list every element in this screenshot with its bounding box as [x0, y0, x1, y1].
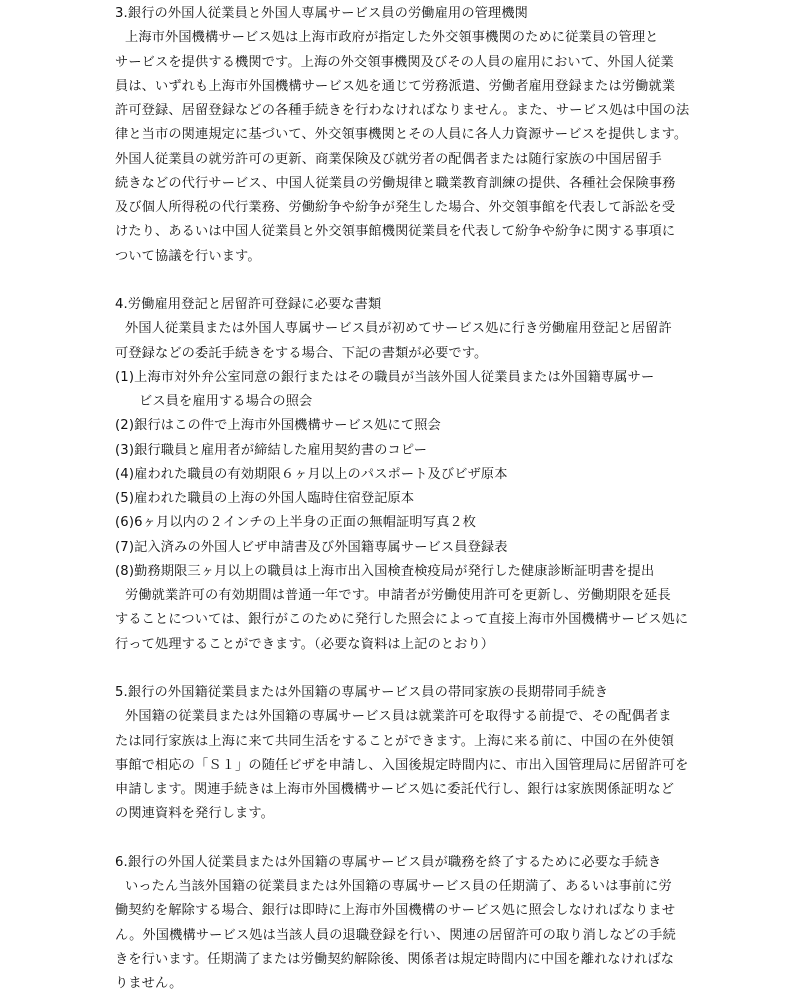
document-body [115, 2, 691, 996]
paragraph-line: ついて協議を行います。 [115, 248, 261, 264]
paragraph-line: 外国籍の従業員または外国籍の専属サービス員は就業許可を取得する前提で、その配偶者ま [125, 709, 672, 725]
paragraph-line: きを行います。任期満了または労働契約解除後、関係者は規定時間内に中国を離れなければな [115, 951, 675, 967]
spacer [115, 657, 691, 681]
list-item: (3)銀行職員と雇用者が締結した雇用契約書のコピー [115, 442, 428, 458]
paragraph-line: ん。外国機構サービス処は当該人員の退職登録を行い、関連の居留許可の取り消しなどの手続 [115, 927, 676, 943]
paragraph-line: 申請します。関連手続きは上海市外国機構サービス処に委託代行し、銀行は家族関係証明など [115, 782, 675, 797]
list-item: (5)雇われた職員の上海の外国人臨時住宿登記原本 [115, 491, 415, 506]
paragraph-line: 律と当市の関連規定に基づいて、外交領事機関とその人員に各人力資源サービスを提供します。 [115, 127, 688, 143]
spacer [115, 827, 691, 851]
section-3 [115, 2, 691, 269]
paragraph-line: いったん当該外国籍の従業員または外国籍の専属サービス員の任期満了、あるいは事前に労 [125, 879, 672, 894]
paragraph-line: けたり、あるいは中国人従業員と外交領事館機関従業員を代表して紛争や紛争に関する事項に [115, 224, 676, 240]
list-item-continuation: ビス員を雇用する場合の照会 [139, 394, 313, 409]
paragraph-line: 及び個人所得税の代行業務、労働紛争や紛争が発生した場合、外交領事館を代表して訴訟を受 [115, 200, 676, 215]
paragraph-line: 上海市外国機構サービス処は上海市政府が指定した外交領事機関のために従業員の管理と [125, 30, 659, 46]
paragraph-line: 労働就業許可の有効期間は普通一年です。申請者が労働使用許可を更新し、労働期限を延長 [125, 588, 671, 603]
paragraph-line: サービスを提供する機関です。上海の外交領事機関及びその人員の雇用において、外国人従業 [115, 54, 674, 70]
list-item: (2)銀行はこの件で上海市外国機構サービス処にて照会 [115, 418, 441, 434]
list-item: (4)雇われた職員の有効期限６ヶ月以上のパスポート及びビザ原本 [115, 466, 508, 482]
paragraph-line: 事館で相応の「Ｓ１」の随任ビザを申請し、入国後規定時間内に、市出入国管理局に居留許可を [115, 757, 689, 773]
paragraph-line: 行って処理することができます。（必要な資料は上記のとおり） [115, 636, 495, 652]
paragraph-line: することについては、銀行がこのために発行した照会によって直接上海市外国機構サービス処に [115, 612, 689, 628]
paragraph-line: 可登録などの委託手続きをする場合、下記の書類が必要です。 [115, 345, 488, 361]
paragraph-line: 許可登録、居留登録などの各種手続きを行わなければなりません。また、サービス処は中国の法 [115, 103, 690, 118]
section-heading: 6.銀行の外国人従業員または外国籍の専属サービス員が職務を終了するために必要な手続き [115, 854, 662, 870]
paragraph-line: の関連資料を発行します。 [115, 806, 274, 822]
list-item: (8)勤務期限三ヶ月以上の職員は上海市出入国検査検疫局が発行した健康診断証明書を提出 [115, 563, 655, 579]
list-item: (1)上海市対外弁公室同意の銀行またはその職員が当該外国人従業員または外国籍専属サー [115, 369, 655, 385]
section-4 [115, 293, 691, 657]
paragraph-line: 外国人従業員または外国人専属サービス員が初めてサービス処に行き労働雇用登記と居留許 [125, 321, 672, 337]
paragraph-line: 続きなどの代行サービス、中国人従業員の労働規律と職業教育訓練の提供、各種社会保険事務 [115, 175, 676, 191]
paragraph-line: たは同行家族は上海に来て共同生活をすることができます。上海に来る前に、中国の在外使領 [115, 733, 675, 749]
list-item: (7)記入済みの外国人ビザ申請書及び外国籍専属サービス員登録表 [115, 539, 508, 555]
paragraph-line: 働契約を解除する場合、銀行は即時に上海市外国機構のサービス処に照会しなければなりませ [115, 903, 676, 919]
section-heading: 3.銀行の外国人従業員と外国人専属サービス員の労働雇用の管理機関 [115, 6, 529, 21]
section-heading: 5.銀行の外国籍従業員または外国籍の専属サービス員の帯同家族の長期帯同手続き [115, 685, 609, 700]
section-6 [115, 851, 691, 996]
paragraph-line: 外国人従業員の就労許可の更新、商業保険及び就労者の配偶者または随行家族の中国居留手 [115, 151, 662, 167]
list-item: (6)6ヶ月以内の２インチの上半身の正面の無帽証明写真２枚 [115, 515, 477, 531]
paragraph-line: 員は、いずれも上海市外国機構サービス処を通じて労務派遣、労働者雇用登録または労働就業 [115, 78, 676, 94]
section-heading: 4.労働雇用登記と居留許可登録に必要な書類 [115, 297, 382, 312]
section-5 [115, 681, 691, 827]
spacer [115, 269, 691, 293]
paragraph-line: りません。 [115, 976, 183, 991]
